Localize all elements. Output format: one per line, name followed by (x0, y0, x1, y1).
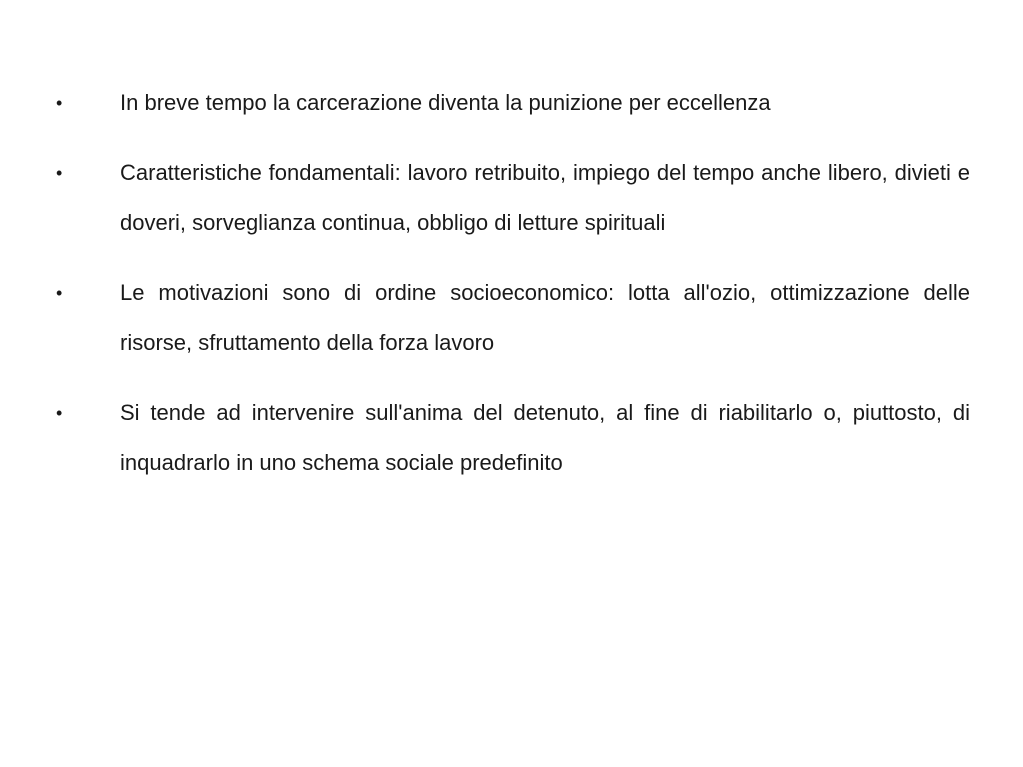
bullet-icon: • (56, 93, 63, 113)
bullet-item (56, 268, 970, 368)
bullet-item (56, 388, 970, 488)
bullet-icon: • (56, 403, 63, 423)
bullet-item (56, 148, 970, 248)
bullet-list (56, 78, 970, 488)
bullet-icon: • (56, 163, 63, 183)
bullet-item (56, 78, 970, 128)
bullet-text: Le motivazioni sono di ordine socioeconomico: lotta all'ozio, ottimizzazione delle risorse, sfruttamento della forza lavoro (120, 280, 970, 355)
bullet-icon: • (56, 283, 63, 303)
bullet-text: In breve tempo la carcerazione diventa la punizione per eccellenza (120, 90, 771, 115)
bullet-text: Caratteristiche fondamentali: lavoro retribuito, impiego del tempo anche libero, divieti e doveri, sorveglianza continua, obbligo di letture spirituali (120, 160, 970, 235)
bullet-text: Si tende ad intervenire sull'anima del detenuto, al fine di riabilitarlo o, piuttosto, di inquadrarlo in uno schema sociale predefinito (120, 400, 970, 475)
